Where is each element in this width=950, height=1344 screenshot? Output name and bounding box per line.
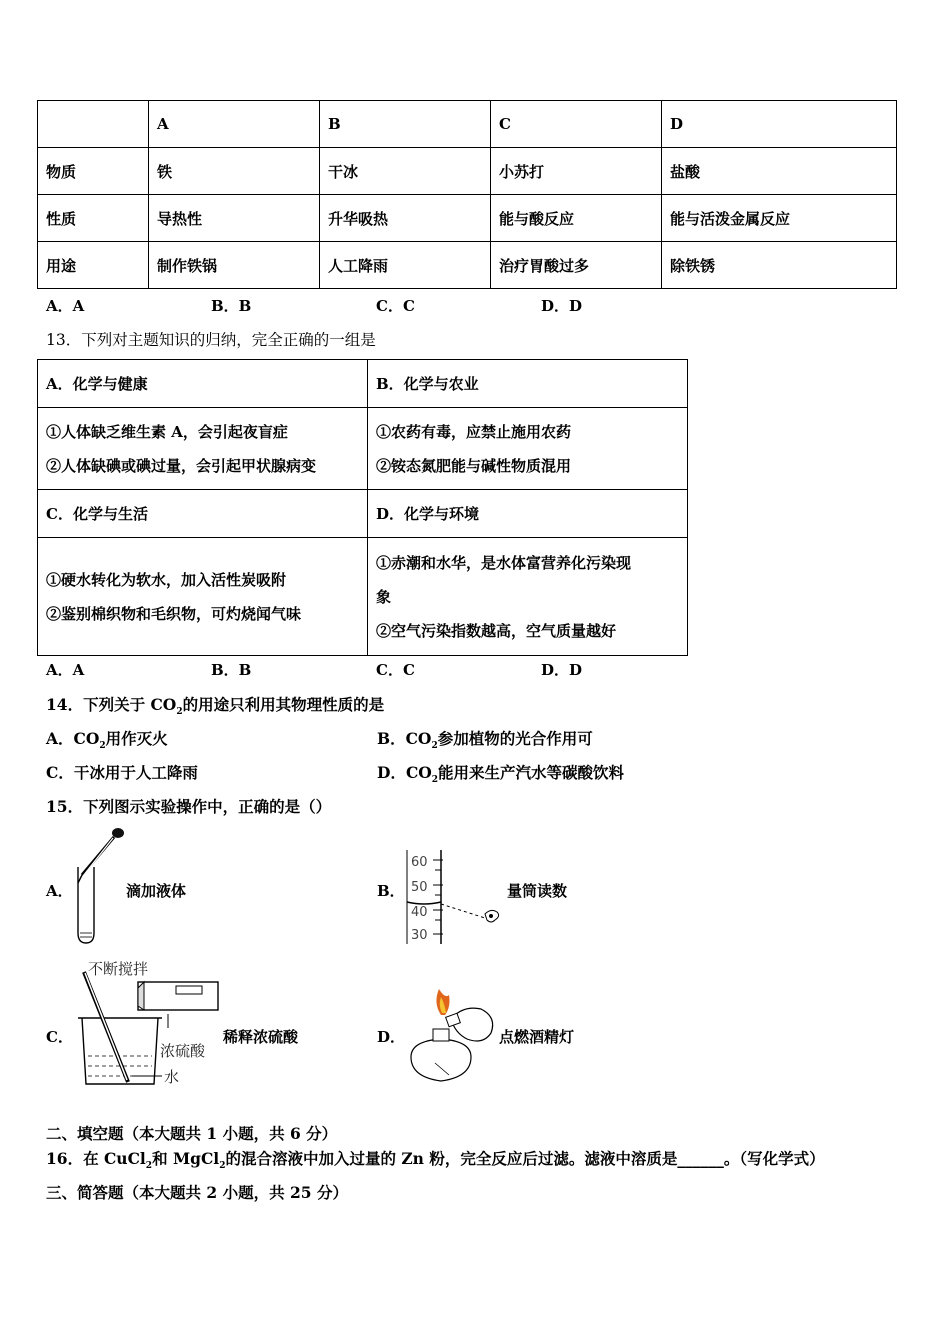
text: 的用途只利用其物理性质的是: [182, 695, 385, 714]
note-stir: 不断搅拌: [88, 960, 149, 978]
text: B．CO: [377, 729, 432, 748]
q15-a-letter[interactable]: A．: [46, 882, 73, 900]
section-2-heading: 二、填空题（本大题共 1 小题，共 6 分）: [46, 1124, 338, 1143]
text: 用作灭火: [105, 729, 168, 748]
text-line: ①硬水转化为软水，加入活性炭吸附: [46, 570, 287, 589]
q13-a-title: A．化学与健康: [38, 360, 368, 408]
note-acid: 浓硫酸: [160, 1042, 206, 1060]
q13-d-title: D．化学与环境: [368, 490, 688, 538]
table-row: [38, 148, 897, 195]
text-line: ②铵态氮肥能与碱性物质混用: [376, 456, 572, 475]
text: 16．在 CuCl: [46, 1149, 146, 1168]
table-row: [38, 538, 688, 656]
text: D．CO: [377, 763, 432, 782]
text-line: ②人体缺碘或碘过量，会引起甲状腺病变: [46, 456, 317, 475]
q14-option-a[interactable]: [46, 727, 168, 751]
text: 能用来生产汽水等碳酸饮料: [438, 763, 625, 782]
q14-option-c[interactable]: C．干冰用于人工降雨: [46, 763, 198, 782]
q13-stem: 13．下列对主题知识的归纳，完全正确的一组是: [46, 331, 376, 349]
option-b[interactable]: B．B: [211, 661, 252, 679]
text: 和 MgCl: [152, 1149, 220, 1168]
table-cell: [38, 101, 149, 148]
text-line: ①赤潮和水华，是水体富营养化污染现: [376, 553, 632, 572]
subscript: 2: [431, 741, 438, 752]
table-cell: 小苏打: [491, 148, 662, 195]
q16-text: [46, 1147, 825, 1171]
cylinder-figure: [405, 848, 505, 948]
table-cell: 能与酸反应: [491, 195, 662, 242]
q13-c-content: [38, 538, 368, 656]
q14-option-d[interactable]: [377, 761, 624, 785]
q13-b-title: B．化学与农业: [368, 360, 688, 408]
table-cell: 用途: [38, 242, 149, 289]
option-b[interactable]: B．B: [211, 297, 252, 315]
text-line: ②空气污染指数越高，空气质量越好: [376, 621, 617, 640]
q14-stem: [46, 693, 384, 717]
note-water: 水: [164, 1068, 180, 1086]
table-cell: D: [662, 101, 897, 148]
option-d[interactable]: D．D: [541, 297, 583, 315]
table-cell: 制作铁锅: [149, 242, 320, 289]
text-line: ②鉴别棉织物和毛织物，可灼烧闻气味: [46, 604, 302, 623]
dropper-testtube-figure: [68, 825, 128, 947]
table-cell: 治疗胃酸过多: [491, 242, 662, 289]
text-line: ①农药有毒，应禁止施用农药: [376, 422, 572, 441]
subscript: 2: [219, 1161, 226, 1172]
table-row: [38, 195, 897, 242]
table-cell: 物质: [38, 148, 149, 195]
q15-d-label: 点燃酒精灯: [499, 1028, 575, 1046]
table-cell: 能与活泼金属反应: [662, 195, 897, 242]
q15-a-label: 滴加液体: [126, 882, 187, 900]
table-cell: 导热性: [149, 195, 320, 242]
section-3-heading: 三、简答题（本大题共 2 小题，共 25 分）: [46, 1183, 348, 1202]
q12-table: [37, 100, 897, 289]
subscript: 2: [431, 775, 439, 786]
subscript: 2: [145, 1161, 153, 1172]
table-row: [38, 242, 897, 289]
table-cell: 升华吸热: [320, 195, 491, 242]
text: A．CO: [46, 729, 100, 748]
table-cell: 干冰: [320, 148, 491, 195]
q13-b-content: [368, 408, 688, 490]
option-a[interactable]: A．A: [46, 661, 85, 679]
table-row: [38, 360, 688, 408]
table-cell: B: [320, 101, 491, 148]
q13-d-content: [368, 538, 688, 656]
q15-b-label: 量筒读数: [507, 882, 568, 900]
q13-c-title: C．化学与生活: [38, 490, 368, 538]
tick-label: 60: [411, 855, 428, 870]
subscript: 2: [176, 707, 183, 718]
text-line: ①人体缺乏维生素 A，会引起夜盲症: [46, 422, 288, 441]
table-cell: 盐酸: [662, 148, 897, 195]
q13-a-content: [38, 408, 368, 490]
q13-table: [37, 359, 688, 656]
q12-table-header: [38, 101, 897, 148]
q15-b-letter[interactable]: B．: [377, 882, 405, 900]
table-cell: 铁: [149, 148, 320, 195]
option-c[interactable]: C．C: [376, 297, 415, 315]
option-c[interactable]: C．C: [376, 661, 415, 679]
option-d[interactable]: D．D: [541, 661, 583, 679]
table-cell: A: [149, 101, 320, 148]
q15-stem: 15．下列图示实验操作中，正确的是（）: [46, 797, 332, 816]
alcohol-lamp-figure: [405, 985, 500, 1087]
tick-label: 50: [411, 880, 428, 895]
subscript: 2: [99, 741, 106, 752]
table-cell: 人工降雨: [320, 242, 491, 289]
q15-d-letter[interactable]: D．: [377, 1028, 406, 1046]
text: 参加植物的光合作用可: [437, 729, 593, 748]
table-row: [38, 490, 688, 538]
table-cell: C: [491, 101, 662, 148]
text: 的混合溶液中加入过量的 Zn 粉，完全反应后过滤。滤液中溶质是______。（写化学式）: [225, 1149, 825, 1168]
text-line: 象: [376, 587, 392, 606]
text: 14．下列关于 CO: [46, 695, 177, 714]
tick-label: 30: [411, 928, 428, 943]
q15-c-label: 稀释浓硫酸: [223, 1028, 299, 1046]
table-cell: 性质: [38, 195, 149, 242]
table-cell: 除铁锈: [662, 242, 897, 289]
q14-option-b[interactable]: [377, 727, 593, 751]
q15-c-letter[interactable]: C．: [46, 1028, 73, 1046]
option-a[interactable]: A．A: [46, 297, 85, 315]
table-row: [38, 408, 688, 490]
dilution-figure: [72, 958, 222, 1090]
tick-label: 40: [411, 905, 428, 920]
